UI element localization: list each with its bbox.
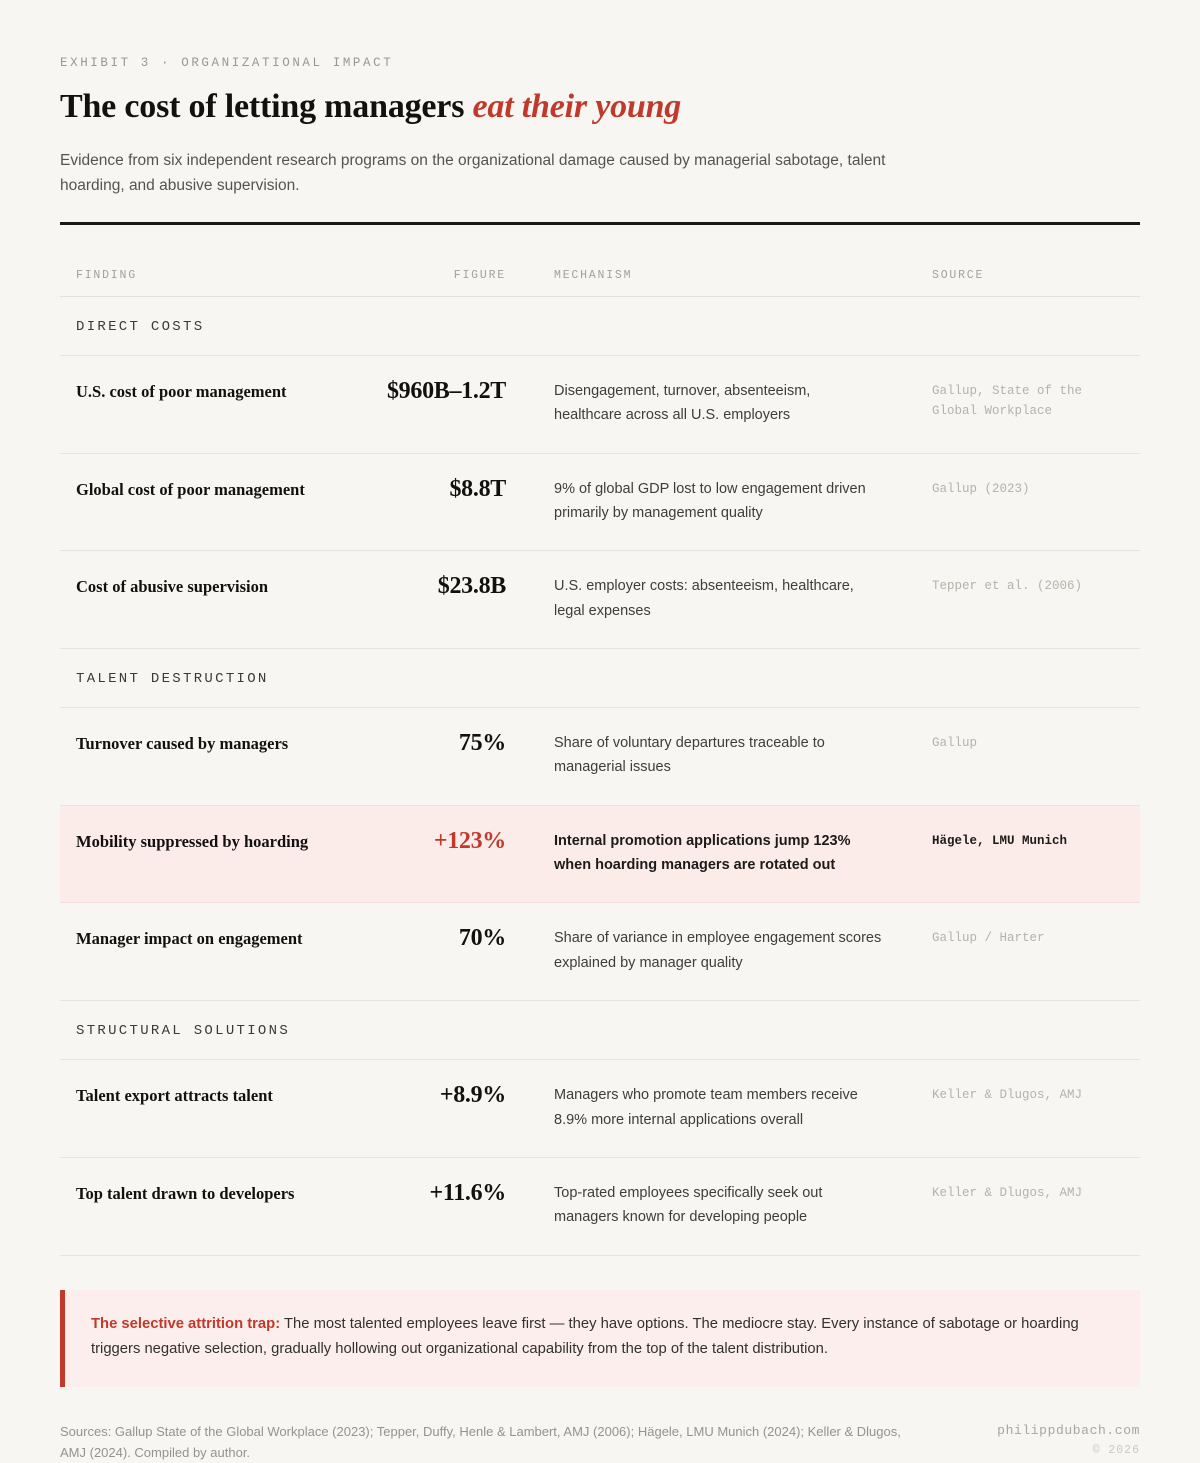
footer-brand [997, 1421, 1140, 1457]
column-header-finding: FINDING [60, 225, 360, 297]
column-header-source: SOURCE [904, 225, 1140, 297]
section-label: DIRECT COSTS [60, 296, 1140, 355]
figure-cell: 70% [360, 903, 524, 1001]
finding-cell: Top talent drawn to developers [60, 1157, 360, 1255]
footer-site-link[interactable]: philippdubach.com [997, 1423, 1140, 1438]
section-label: STRUCTURAL SOLUTIONS [60, 1001, 1140, 1060]
table-body [60, 296, 1140, 1255]
table-row [60, 551, 1140, 649]
table-row [60, 453, 1140, 551]
eyebrow-label: EXHIBIT 3 · ORGANIZATIONAL IMPACT [60, 0, 1140, 70]
page-subtitle: Evidence from six independent research programs on the organizational damage caused by managerial sabotage, talent hoarding, and abusive supervision. [60, 148, 905, 198]
footer-sources: Sources: Gallup State of the Global Workplace (2023); Tepper, Duffy, Henle & Lambert, AMJ (2006); Hägele, LMU Munich (2024); Keller & Dlugos, AMJ (2024). Compiled by author. [60, 1421, 905, 1463]
table-row [60, 1157, 1140, 1255]
figure-cell: +11.6% [360, 1157, 524, 1255]
findings-table [60, 225, 1140, 1256]
section-header-row [60, 1001, 1140, 1060]
figure-cell: 75% [360, 708, 524, 806]
callout-body: The most talented employees leave first — they have options. The mediocre stay. Every instance of sabotage or hoarding triggers negative selection, gradually hollowing out organizational capability from the top of the talent distribution. [91, 1316, 1079, 1357]
section-header-row [60, 296, 1140, 355]
mechanism-cell: Internal promotion applications jump 123% when hoarding managers are rotated out [524, 805, 904, 903]
table-row [60, 805, 1140, 903]
page-title-main: The cost of letting managers [60, 88, 473, 125]
source-cell: Gallup [904, 708, 1140, 806]
section-label: TALENT DESTRUCTION [60, 649, 1140, 708]
finding-cell: Manager impact on engagement [60, 903, 360, 1001]
figure-cell: $960B–1.2T [360, 355, 524, 453]
figure-cell: +123% [360, 805, 524, 903]
table-row [60, 903, 1140, 1001]
page-footer [60, 1421, 1140, 1463]
source-cell: Tepper et al. (2006) [904, 551, 1140, 649]
callout-text [91, 1312, 1112, 1363]
table-row [60, 355, 1140, 453]
page-title [60, 88, 1140, 125]
page-title-accent: eat their young [473, 88, 682, 125]
mechanism-cell: Disengagement, turnover, absenteeism, healthcare across all U.S. employers [524, 355, 904, 453]
source-cell: Hägele, LMU Munich [904, 805, 1140, 903]
column-header-figure: FIGURE [360, 225, 524, 297]
figure-cell: +8.9% [360, 1060, 524, 1158]
source-cell: Gallup, State of the Global Workplace [904, 355, 1140, 453]
table-row [60, 708, 1140, 806]
source-cell: Gallup (2023) [904, 453, 1140, 551]
mechanism-cell: Share of voluntary departures traceable to managerial issues [524, 708, 904, 806]
callout-box [60, 1290, 1140, 1387]
table-row [60, 1060, 1140, 1158]
source-cell: Keller & Dlugos, AMJ [904, 1157, 1140, 1255]
mechanism-cell: 9% of global GDP lost to low engagement driven primarily by management quality [524, 453, 904, 551]
column-header-mechanism: MECHANISM [524, 225, 904, 297]
table-header [60, 225, 1140, 297]
callout-lead: The selective attrition trap: [91, 1316, 280, 1332]
mechanism-cell: Share of variance in employee engagement scores explained by manager quality [524, 903, 904, 1001]
finding-cell: Mobility suppressed by hoarding [60, 805, 360, 903]
table-header-row [60, 225, 1140, 297]
figure-cell: $8.8T [360, 453, 524, 551]
source-cell: Gallup / Harter [904, 903, 1140, 1001]
finding-cell: Global cost of poor management [60, 453, 360, 551]
source-cell: Keller & Dlugos, AMJ [904, 1060, 1140, 1158]
section-header-row [60, 649, 1140, 708]
footer-copyright: © 2026 [997, 1444, 1140, 1457]
finding-cell: Turnover caused by managers [60, 708, 360, 806]
mechanism-cell: Top-rated employees specifically seek out managers known for developing people [524, 1157, 904, 1255]
mechanism-cell: Managers who promote team members receive 8.9% more internal applications overall [524, 1060, 904, 1158]
finding-cell: Talent export attracts talent [60, 1060, 360, 1158]
finding-cell: Cost of abusive supervision [60, 551, 360, 649]
figure-cell: $23.8B [360, 551, 524, 649]
finding-cell: U.S. cost of poor management [60, 355, 360, 453]
mechanism-cell: U.S. employer costs: absenteeism, healthcare, legal expenses [524, 551, 904, 649]
